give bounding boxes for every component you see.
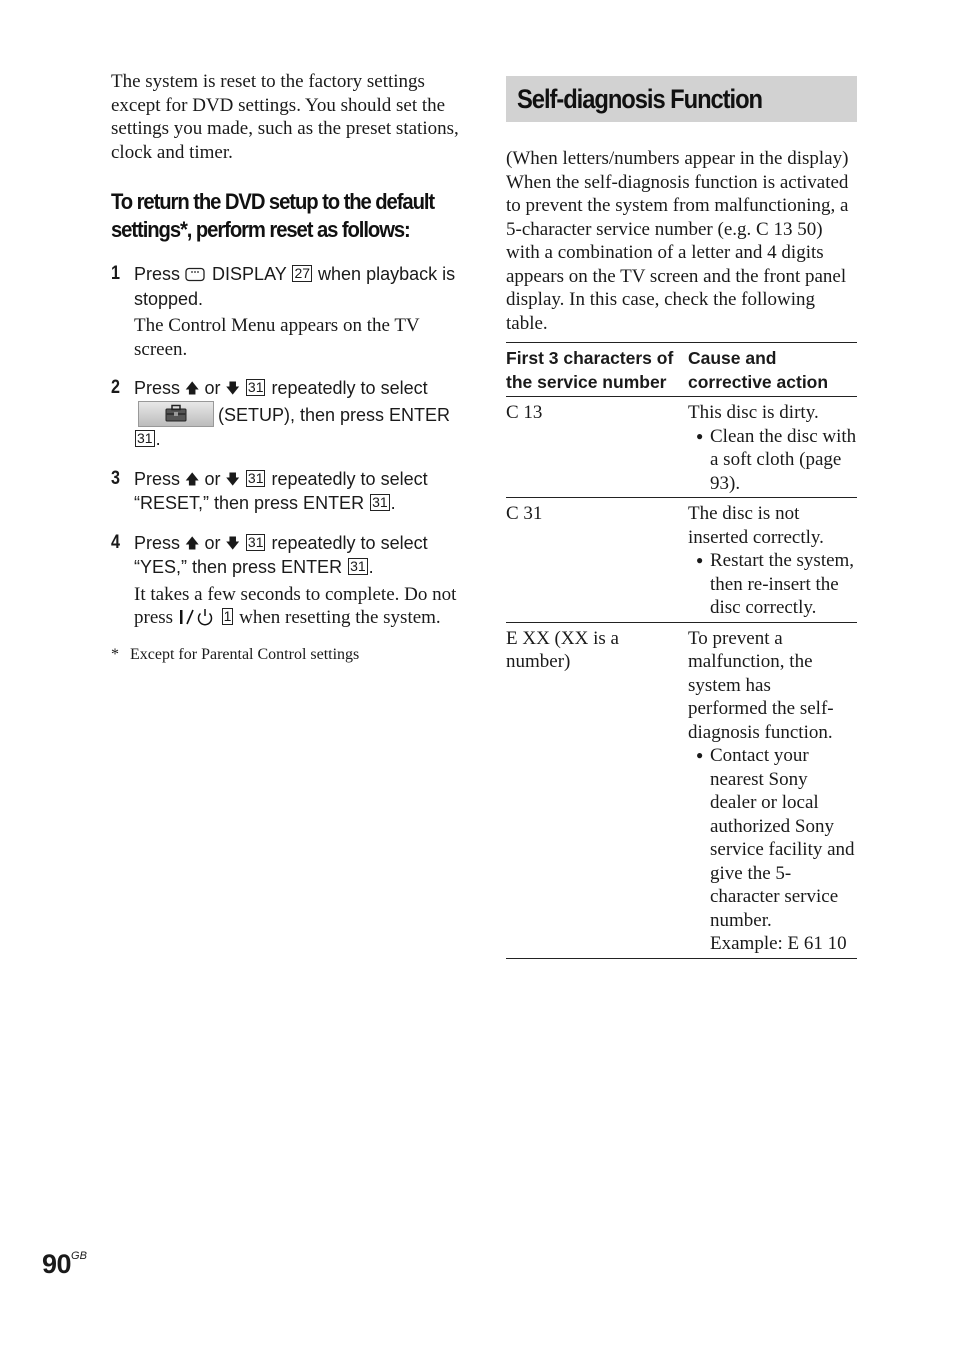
key-badge: 31 xyxy=(247,533,264,550)
down-arrow-icon: 🡇 xyxy=(225,470,240,487)
corrective-action: ● Clean the disc with a soft cloth (page 93). xyxy=(688,425,857,496)
left-column xyxy=(111,70,461,665)
key-badge: 31 xyxy=(137,430,153,446)
cause-cell xyxy=(688,397,857,498)
condition-paragraph: (When letters/numbers appear in the display) xyxy=(506,148,849,169)
cause-text: To prevent a malfunction, the system has performed the self-diagnosis function. xyxy=(688,627,834,743)
section-title: Self-diagnosis Function xyxy=(517,84,762,114)
key-badge: 31 xyxy=(350,558,366,574)
key-badge: 31 xyxy=(247,379,264,395)
step-note: The Control Menu appears on the TV screen. xyxy=(134,315,420,360)
step-note: It takes a few seconds to complete. Do not press 1 when resetting the system. xyxy=(134,583,457,628)
reset-steps xyxy=(111,262,461,630)
service-code: E XX (XX is a number) xyxy=(506,627,619,672)
step-instruction: Press 🡅 or 🡇 31 repeatedly to select “RESET,” then press ENTER 31 . xyxy=(134,468,428,513)
table-header-row xyxy=(506,343,857,397)
explanation-paragraph: When the self-diagnosis function is activated to prevent the system from malfunctioning, a 5-character service number (e.g. C 13 50) with a combination of a letter and 4 digits appears on the TV screen and the front panel display. In this case, check the following table. xyxy=(506,171,849,334)
intro-paragraph: The system is reset to the factory settings except for DVD settings. You should set the settings you made, such as the preset stations, clock and timer. xyxy=(111,71,459,163)
step-number: 1 xyxy=(111,263,120,284)
key-badge: 27 xyxy=(294,265,311,281)
table-row xyxy=(506,498,857,623)
up-arrow-icon: 🡅 xyxy=(185,380,200,396)
step-instruction: Press 🡅 or 🡇 31 repeatedly to select “YES,” then press ENTER 31 . xyxy=(134,532,428,577)
example-text: Example: E 61 10 xyxy=(710,933,847,954)
page-number: $90^{GB}$ xyxy=(42,1249,87,1279)
step-number: 3 xyxy=(111,467,120,489)
cause-text: The disc is not inserted correctly. xyxy=(688,503,824,548)
step-instruction: Press DISPLAY 27 when playback is stopped. xyxy=(134,264,456,309)
down-arrow-icon: 🡇 xyxy=(225,534,240,551)
down-arrow-icon: 🡇 xyxy=(225,380,240,396)
cause-cell xyxy=(688,622,857,958)
cause-text: This disc is dirty. xyxy=(688,402,819,423)
power-standby-icon xyxy=(178,608,216,626)
step-number: 2 xyxy=(111,377,120,398)
right-column xyxy=(506,76,857,959)
key-badge: 31 xyxy=(372,494,388,510)
footnote-mark: * xyxy=(111,645,119,663)
table-row xyxy=(506,397,857,498)
step-1 xyxy=(111,262,461,361)
table-header-cause: Cause and corrective action xyxy=(688,343,857,397)
service-code: C 31 xyxy=(506,498,688,623)
step-instruction: Press 🡅 or 🡇 31 repeatedly to select (SETUP), then press ENTER 31 . xyxy=(134,378,451,449)
corrective-action: ● Contact your nearest Sony dealer or local authorized Sony service facility and give the 5-character service number. xyxy=(688,744,857,932)
section-title-bar xyxy=(506,76,857,122)
footnote xyxy=(111,645,461,665)
up-arrow-icon: 🡅 xyxy=(185,534,200,551)
key-badge: 1 xyxy=(223,608,232,624)
table-header-code: First 3 characters of the service number xyxy=(506,343,688,397)
cause-cell xyxy=(688,498,857,623)
corrective-action: ● Restart the system, then re-insert the disc correctly. xyxy=(688,549,857,620)
reset-subheading: To return the DVD setup to the default settings*, perform reset as follows: xyxy=(111,189,435,242)
step-2 xyxy=(111,376,461,452)
key-badge: 31 xyxy=(247,469,264,486)
service-code: C 13 xyxy=(506,397,688,498)
step-number: 4 xyxy=(111,531,120,553)
up-arrow-icon: 🡅 xyxy=(185,470,200,487)
step-3 xyxy=(111,467,461,516)
table-row xyxy=(506,622,857,958)
footnote-text: Except for Parental Control settings xyxy=(130,645,360,663)
diagnosis-table xyxy=(506,342,857,959)
remote-display-icon xyxy=(185,267,205,282)
setup-toolbox-icon xyxy=(138,401,214,427)
step-4 xyxy=(111,531,461,630)
region-code: GB xyxy=(71,1250,87,1262)
